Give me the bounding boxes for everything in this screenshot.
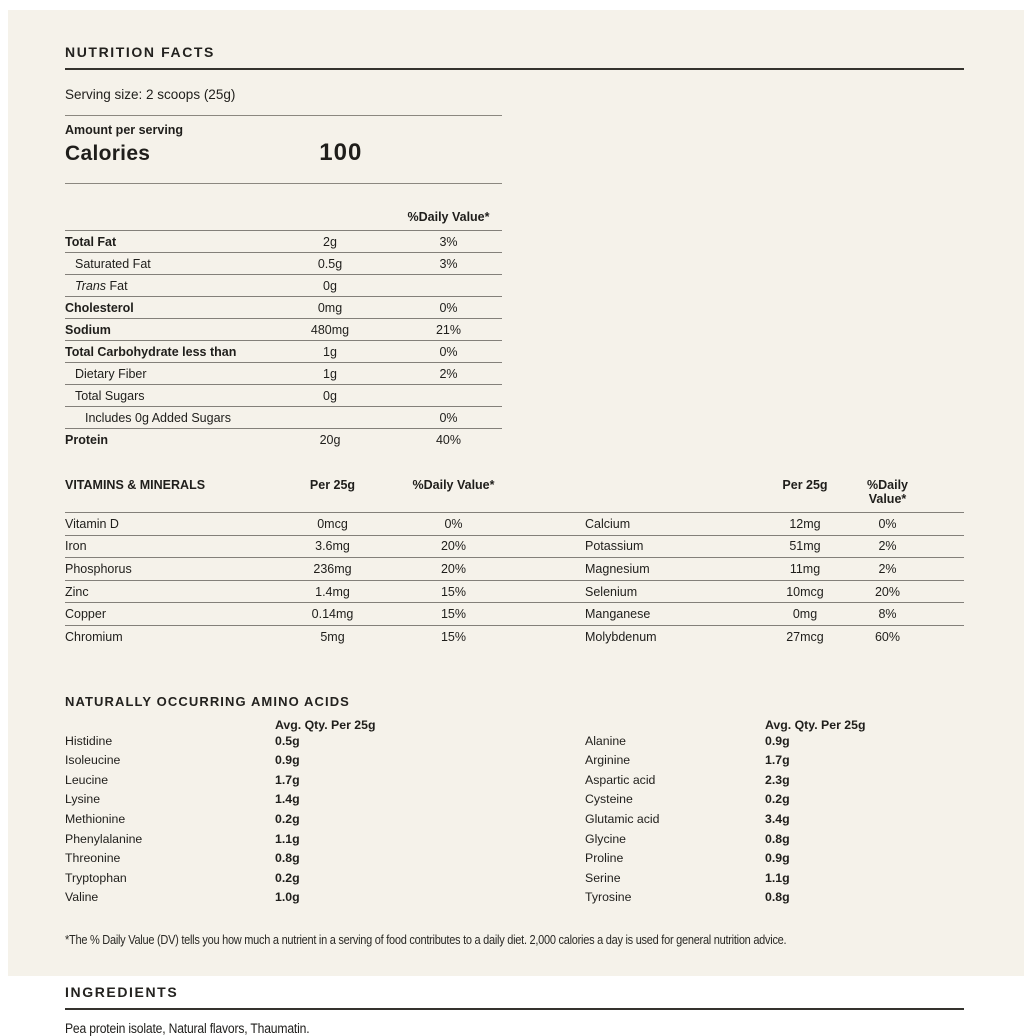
amino-acid-label: Threonine [65, 849, 275, 869]
amino-acid-label: Glutamic acid [585, 810, 765, 830]
nutrient-label: Includes 0g Added Sugars [65, 411, 265, 425]
amino-acid-qty: 0.9g [765, 732, 964, 752]
vitamin-daily-value: 2% [855, 562, 920, 576]
nutrient-label: Total Carbohydrate less than [65, 345, 265, 359]
nutrient-amount: 0.5g [265, 257, 395, 271]
ingredients-title: INGREDIENTS [65, 984, 964, 1000]
amino-acids-body [65, 732, 964, 908]
nutrient-row [65, 385, 502, 407]
vitamin-label: Molybdenum [585, 630, 755, 644]
nutrient-row [65, 231, 502, 253]
amino-acid-qty: 2.3g [765, 771, 964, 791]
vitamin-daily-value: 15% [400, 630, 507, 644]
nutrient-amount: 0mg [265, 301, 395, 315]
calories-value: 100 [319, 139, 362, 167]
vitamins-table-header [65, 474, 964, 513]
amino-acid-qty: 0.2g [275, 810, 515, 830]
serving-divider [65, 115, 502, 116]
vitamin-qty: 27mcg [755, 630, 855, 644]
vitamin-qty: 5mg [265, 630, 400, 644]
nutrient-row [65, 253, 502, 275]
amino-acid-label: Isoleucine [65, 751, 275, 771]
daily-value-header-left: %Daily Value* [400, 478, 507, 506]
nutrient-label: Sodium [65, 323, 265, 337]
amino-acid-qty: 1.0g [275, 888, 515, 908]
vitamin-qty: 3.6mg [265, 539, 400, 553]
vitamin-row [65, 536, 964, 559]
vitamin-daily-value: 15% [400, 607, 507, 621]
vitamin-label: Zinc [65, 585, 265, 599]
calories-divider [65, 183, 502, 184]
vitamin-label: Manganese [585, 607, 755, 621]
nutrient-amount [265, 411, 395, 425]
nutrient-amount: 0g [265, 389, 395, 403]
nutrient-row [65, 363, 502, 385]
nutrient-daily-value: 3% [395, 235, 502, 249]
vitamin-label: Chromium [65, 630, 265, 644]
nutrient-row [65, 275, 502, 297]
amino-acid-label: Aspartic acid [585, 771, 765, 791]
nutrient-daily-value: 40% [395, 433, 502, 447]
nutrient-amount: 1g [265, 345, 395, 359]
amount-per-serving-label: Amount per serving [65, 123, 502, 137]
page-title: NUTRITION FACTS [65, 44, 964, 60]
avg-qty-header-right: Avg. Qty. Per 25g [765, 718, 964, 732]
vitamin-qty: 0.14mg [265, 607, 400, 621]
nutrient-amount: 20g [265, 433, 395, 447]
nutrient-daily-value: 0% [395, 411, 502, 425]
amino-acid-qty: 0.9g [275, 751, 515, 771]
vitamin-row [65, 626, 964, 648]
amino-acid-qty: 1.4g [275, 790, 515, 810]
vitamin-daily-value: 60% [855, 630, 920, 644]
vitamin-label: Vitamin D [65, 517, 265, 531]
vitamin-label: Magnesium [585, 562, 755, 576]
amino-acid-label: Tryptophan [65, 869, 275, 889]
nutrient-label: Trans Fat [65, 279, 265, 293]
nutrient-daily-value: 0% [395, 345, 502, 359]
vitamin-row [65, 513, 964, 536]
amino-acids-title: NATURALLY OCCURRING AMINO ACIDS [65, 694, 964, 709]
vitamin-label: Potassium [585, 539, 755, 553]
amino-acid-row [65, 888, 964, 908]
nutrient-row [65, 319, 502, 341]
amino-acid-qty: 0.8g [765, 888, 964, 908]
amino-acid-label: Glycine [585, 830, 765, 850]
amino-acid-row [65, 849, 964, 869]
vitamin-qty: 1.4mg [265, 585, 400, 599]
amino-acid-label: Tyrosine [585, 888, 765, 908]
ingredients-text: Pea protein isolate, Natural flavors, Thaumatin. [65, 1021, 874, 1036]
ingredients-section [65, 984, 964, 1036]
amino-acid-row [65, 771, 964, 791]
vitamins-table-body [65, 513, 964, 648]
vitamin-label: Selenium [585, 585, 755, 599]
daily-value-header: %Daily Value* [395, 210, 502, 224]
daily-value-header-right: %Daily Value* [855, 478, 920, 506]
nutrient-daily-value: 21% [395, 323, 502, 337]
amino-acid-label: Arginine [585, 751, 765, 771]
vitamin-daily-value: 0% [855, 517, 920, 531]
vitamin-row [65, 603, 964, 626]
vitamin-qty: 12mg [755, 517, 855, 531]
amino-acid-label: Proline [585, 849, 765, 869]
amino-acid-row [65, 751, 964, 771]
amino-acid-qty: 0.8g [275, 849, 515, 869]
vitamin-qty: 11mg [755, 562, 855, 576]
nutrition-table-body [65, 231, 502, 450]
amino-acid-row [65, 830, 964, 850]
amino-acid-label: Alanine [585, 732, 765, 752]
amino-acid-qty: 3.4g [765, 810, 964, 830]
nutrient-row [65, 407, 502, 429]
vitamin-daily-value: 20% [855, 585, 920, 599]
vitamin-daily-value: 20% [400, 539, 507, 553]
amino-acid-qty: 0.2g [765, 790, 964, 810]
amino-acid-qty: 0.9g [765, 849, 964, 869]
vitamin-qty: 51mg [755, 539, 855, 553]
amino-acid-qty: 0.8g [765, 830, 964, 850]
nutrient-amount: 2g [265, 235, 395, 249]
nutrient-label: Total Fat [65, 235, 265, 249]
calories-label: Calories [65, 142, 150, 166]
nutrition-table [65, 206, 502, 450]
nutrient-label: Cholesterol [65, 301, 265, 315]
nutrient-amount: 480mg [265, 323, 395, 337]
nutrient-amount: 1g [265, 367, 395, 381]
vitamin-qty: 10mcg [755, 585, 855, 599]
vitamin-daily-value: 0% [400, 517, 507, 531]
amino-acid-row [65, 732, 964, 752]
nutrient-row [65, 341, 502, 363]
amino-acid-qty: 1.7g [275, 771, 515, 791]
vitamins-table [65, 474, 964, 648]
vitamins-title: VITAMINS & MINERALS [65, 478, 265, 506]
amino-acid-qty: 0.2g [275, 869, 515, 889]
serving-size-text: Serving size: 2 scoops (25g) [65, 87, 502, 102]
vitamin-qty: 236mg [265, 562, 400, 576]
amino-acid-label: Serine [585, 869, 765, 889]
amino-acid-label: Phenylalanine [65, 830, 275, 850]
daily-value-footnote: *The % Daily Value (DV) tells you how much a nutrient in a serving of food contributes to a daily diet. 2,000 calories a day is used for general nutrition advice. [65, 933, 856, 947]
amino-acid-row [65, 869, 964, 889]
vitamin-daily-value: 15% [400, 585, 507, 599]
amino-acid-label: Methionine [65, 810, 275, 830]
nutrition-table-header [65, 206, 502, 231]
vitamin-daily-value: 20% [400, 562, 507, 576]
nutrient-row [65, 429, 502, 450]
vitamin-label: Iron [65, 539, 265, 553]
amino-acid-qty: 0.5g [275, 732, 515, 752]
per-25g-header-right: Per 25g [755, 478, 855, 506]
nutrient-daily-value [395, 279, 502, 293]
avg-qty-header-left: Avg. Qty. Per 25g [275, 718, 515, 732]
amino-acid-label: Leucine [65, 771, 275, 791]
nutrient-label: Saturated Fat [65, 257, 265, 271]
nutrient-row [65, 297, 502, 319]
vitamin-qty: 0mg [755, 607, 855, 621]
amino-acid-label: Histidine [65, 732, 275, 752]
vitamin-daily-value: 8% [855, 607, 920, 621]
vitamin-daily-value: 2% [855, 539, 920, 553]
amino-acid-row [65, 790, 964, 810]
vitamin-qty: 0mcg [265, 517, 400, 531]
nutrient-amount: 0g [265, 279, 395, 293]
amino-acid-qty: 1.7g [765, 751, 964, 771]
ingredients-divider [65, 1008, 964, 1010]
amino-acids-section [65, 694, 964, 908]
amino-acid-qty: 1.1g [765, 869, 964, 889]
amino-acids-header [65, 718, 964, 732]
amino-acid-label: Cysteine [585, 790, 765, 810]
nutrient-daily-value: 0% [395, 301, 502, 315]
vitamin-label: Copper [65, 607, 265, 621]
vitamin-row [65, 581, 964, 604]
nutrient-label: Dietary Fiber [65, 367, 265, 381]
nutrient-daily-value: 2% [395, 367, 502, 381]
vitamin-label: Calcium [585, 517, 755, 531]
vitamin-label: Phosphorus [65, 562, 265, 576]
amino-acid-label: Lysine [65, 790, 275, 810]
amino-acid-row [65, 810, 964, 830]
nutrient-daily-value: 3% [395, 257, 502, 271]
nutrient-label: Protein [65, 433, 265, 447]
title-divider [65, 68, 964, 70]
amino-acid-qty: 1.1g [275, 830, 515, 850]
nutrient-label: Total Sugars [65, 389, 265, 403]
per-25g-header-left: Per 25g [265, 478, 400, 506]
calories-row [65, 139, 502, 183]
nutrient-daily-value [395, 389, 502, 403]
vitamin-row [65, 558, 964, 581]
nutrition-label [8, 10, 1024, 976]
amino-acid-label: Valine [65, 888, 275, 908]
